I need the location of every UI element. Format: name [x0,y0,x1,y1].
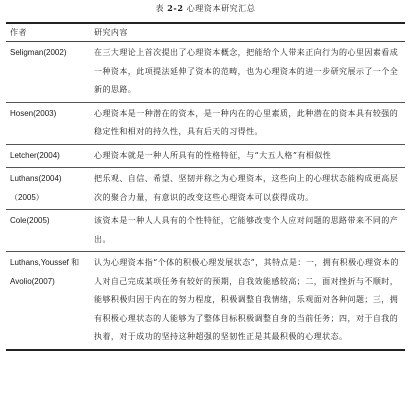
row-content: 心理资本就是一种人所具有的性格特征，与“大五人格”有相似性 [90,144,405,168]
table-header-row [6,23,405,42]
research-summary-table [6,22,405,351]
row-author: Seligman(2002) [6,42,90,103]
header-author: 作者 [6,23,90,42]
row-content: 在三大理论上首次提出了心理资本概念，把能给个人带来正向行为的心里因素看成一种资本，此项提法延伸了资本的范畴，也为心理资本的进一步研究展示了一个全新的思路。 [90,42,405,103]
row-author: Cole(2005) [6,210,90,252]
row-content: 该资本是一种人人具有的个性特征，它能够改变个人应对问题的思路带来不同的产出。 [90,210,405,252]
caption-number: 2-2 [167,3,184,13]
row-content: 把乐观、自信、希望、坚韧并称之为心理资本，这些向上的心理状态能构成更高层次的聚合力量，有意识的改变这些心理资本可以获得成功。 [90,168,405,210]
caption-prefix: 表 [155,4,165,13]
row-author: Letcher(2004) [6,144,90,168]
table-row [6,102,405,144]
row-content: 认为心理资本指“个体的积极心理发展状态”，其特点是：一，拥有积极心理资本的人对自己完成某项任务有较好的预期，自我效能感较高；二，面对挫折与不顺时，能够积极归因于内在的努力程度，积极调整自我情绪，乐观面对各种问题；三，拥有积极心理状态的人能够为了整体目标积极调整自身的当前任务；四，对于自我的执着，对于成功的坚持这种超强的坚韧性正是其最积极的心理状态。 [90,252,405,350]
caption-title: 心理资本研究汇总 [186,4,256,13]
table-row [6,210,405,252]
table-row [6,144,405,168]
row-content: 心理资本是一种潜在的资本，是一种内在的心里素质，此种潜在的资本具有较强的稳定性和相对的持久性，具有后天的习得性。 [90,102,405,144]
row-author: Luthans,Youssef 和 Avolio(2007) [6,252,90,350]
table-row [6,42,405,103]
header-content: 研究内容 [90,23,405,42]
row-author: Hosen(2003) [6,102,90,144]
table-row [6,168,405,210]
table-caption [0,3,411,14]
table-row [6,252,405,350]
row-author: Luthans(2004)（2005） [6,168,90,210]
